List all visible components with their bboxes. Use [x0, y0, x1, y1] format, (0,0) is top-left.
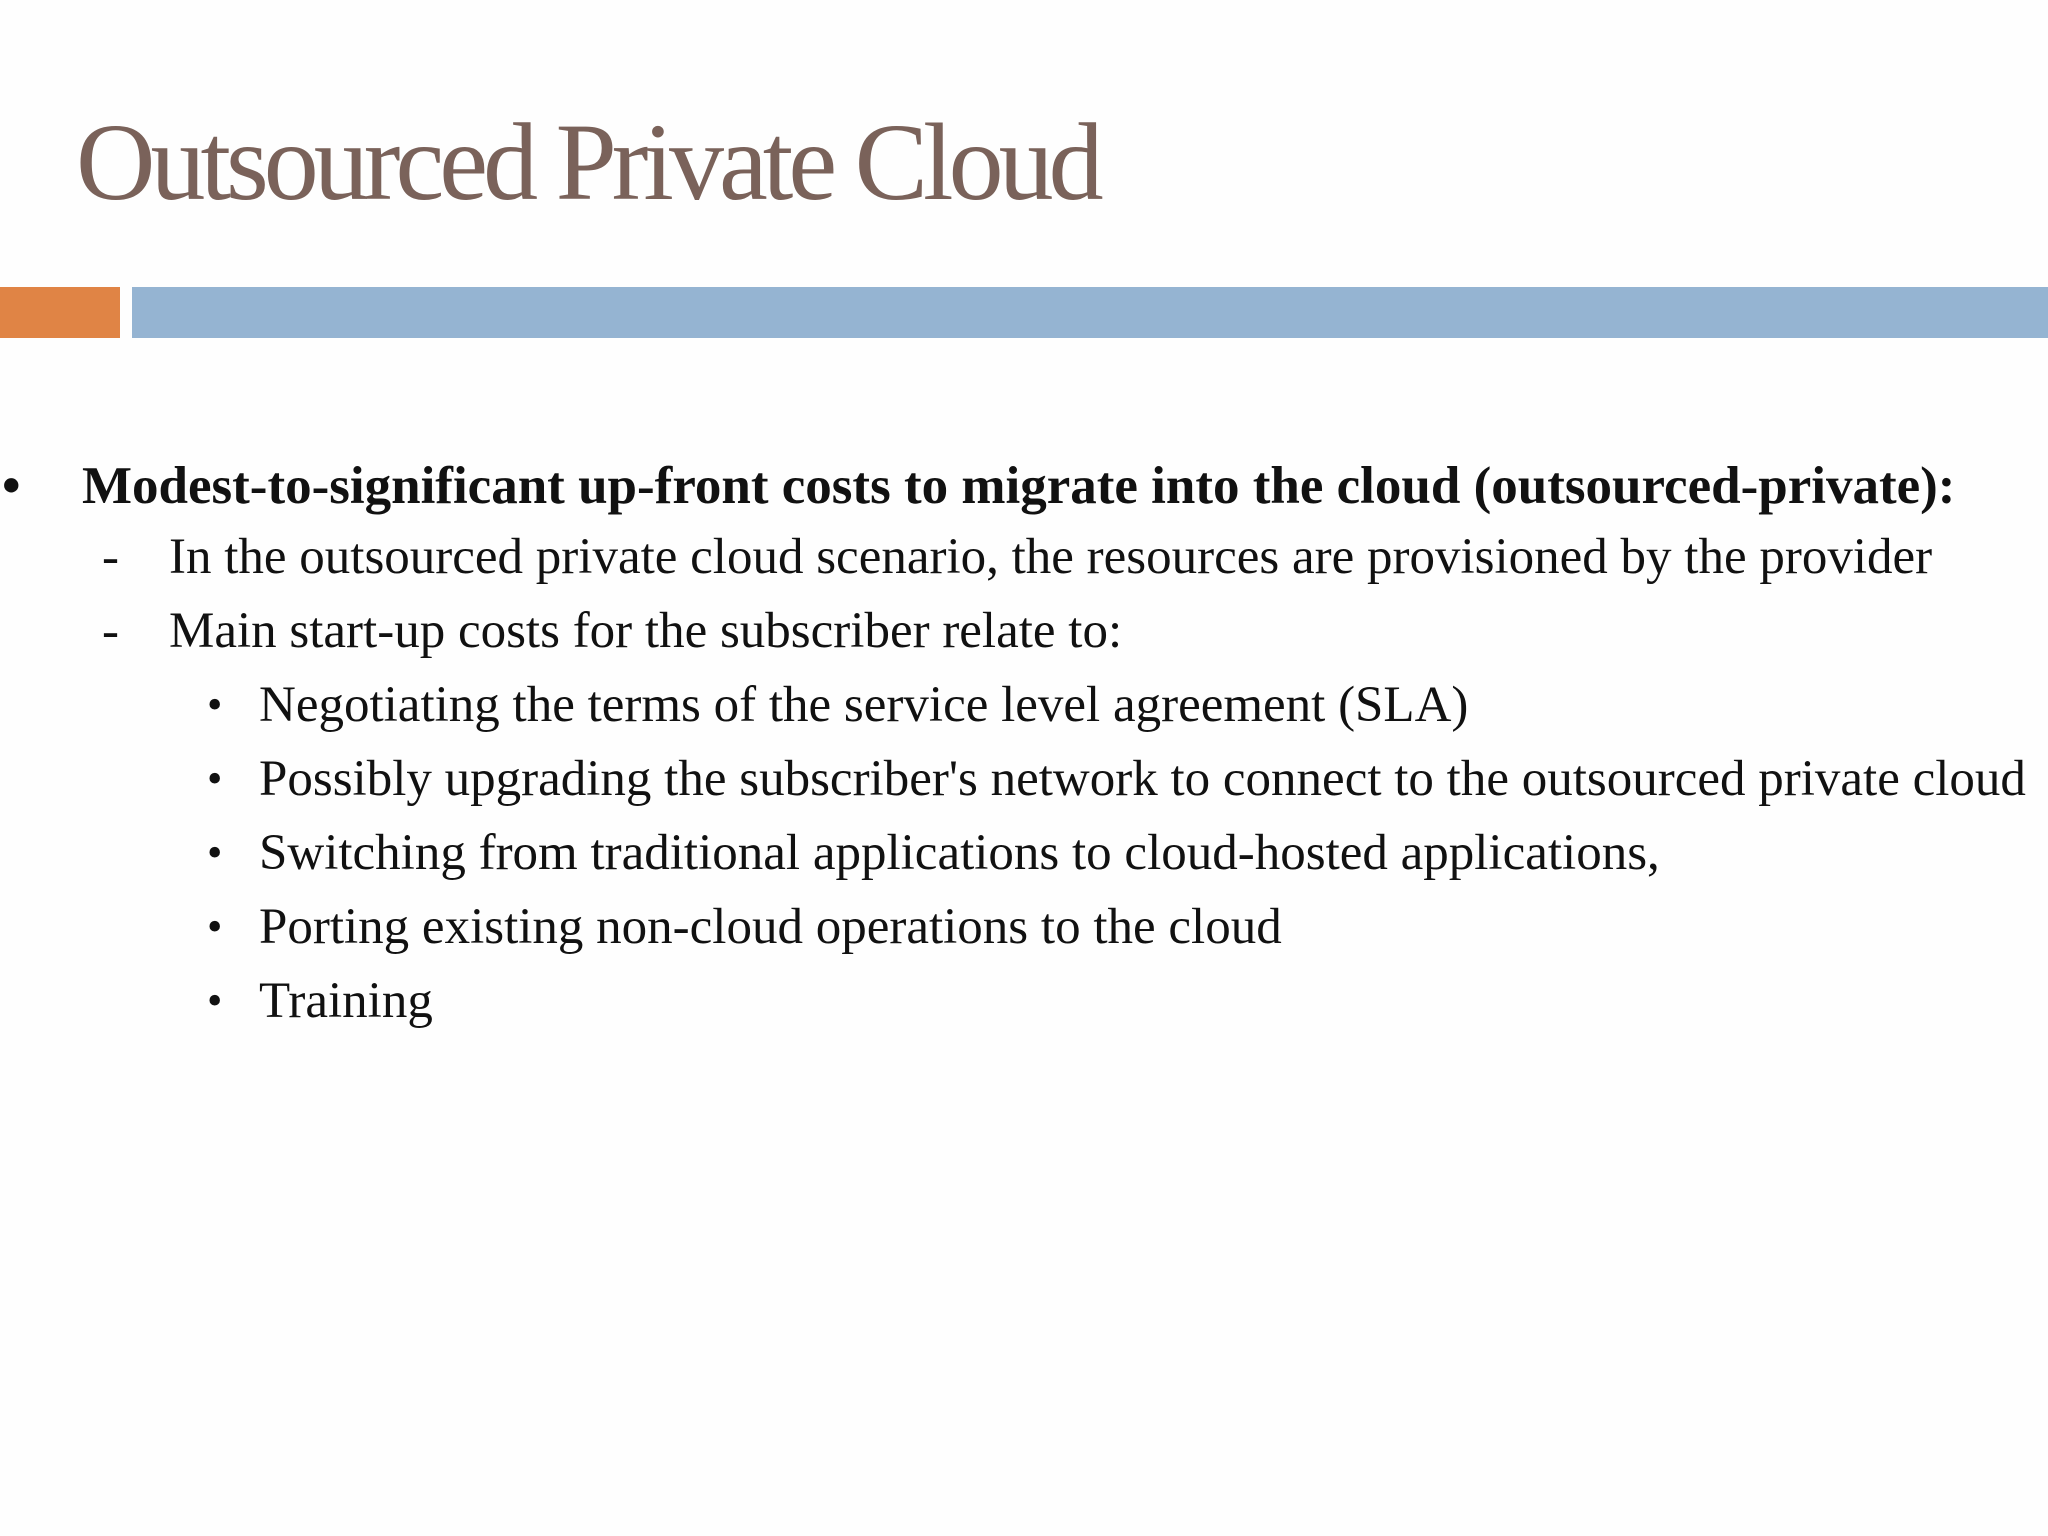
bullet-marker: • — [207, 828, 223, 877]
bullet-marker: • — [207, 754, 223, 803]
main-bullet — [0, 455, 2026, 517]
slide-content — [0, 455, 2026, 1031]
bullet-marker: • — [207, 976, 223, 1025]
sub-item-text: In the outsourced private cloud scenario, the resources are provisioned by the provider — [169, 529, 1933, 585]
cost-item-text: Switching from traditional applications to cloud-hosted applications, — [259, 825, 1660, 881]
sub-item — [0, 601, 2026, 661]
cost-item-text: Possibly upgrading the subscriber's network to connect to the outsourced private cloud — [259, 751, 2026, 807]
main-bullet-text: Modest-to-significant up-front costs to migrate into the cloud (outsourced-private): — [82, 457, 1956, 515]
cost-item — [0, 897, 2026, 957]
bullet-marker: • — [207, 902, 223, 951]
cost-item — [0, 675, 2026, 735]
accent-bar-blue — [132, 287, 2048, 338]
cost-item-text: Negotiating the terms of the service level agreement (SLA) — [259, 677, 1469, 733]
slide-title: Outsourced Private Cloud — [76, 101, 1099, 223]
sub-item-text: Main start-up costs for the subscriber relate to: — [169, 603, 1123, 659]
dash-marker: - — [102, 603, 119, 659]
sub-item — [0, 527, 2026, 587]
cost-item-text: Porting existing non-cloud operations to the cloud — [259, 899, 1282, 955]
cost-item — [0, 749, 2026, 809]
cost-item — [0, 971, 2026, 1031]
main-bullet-marker: • — [2, 457, 21, 515]
accent-bar-orange — [0, 287, 120, 338]
cost-item — [0, 823, 2026, 883]
cost-item-text: Training — [259, 973, 433, 1029]
dash-marker: - — [102, 529, 119, 585]
bullet-marker: • — [207, 680, 223, 729]
